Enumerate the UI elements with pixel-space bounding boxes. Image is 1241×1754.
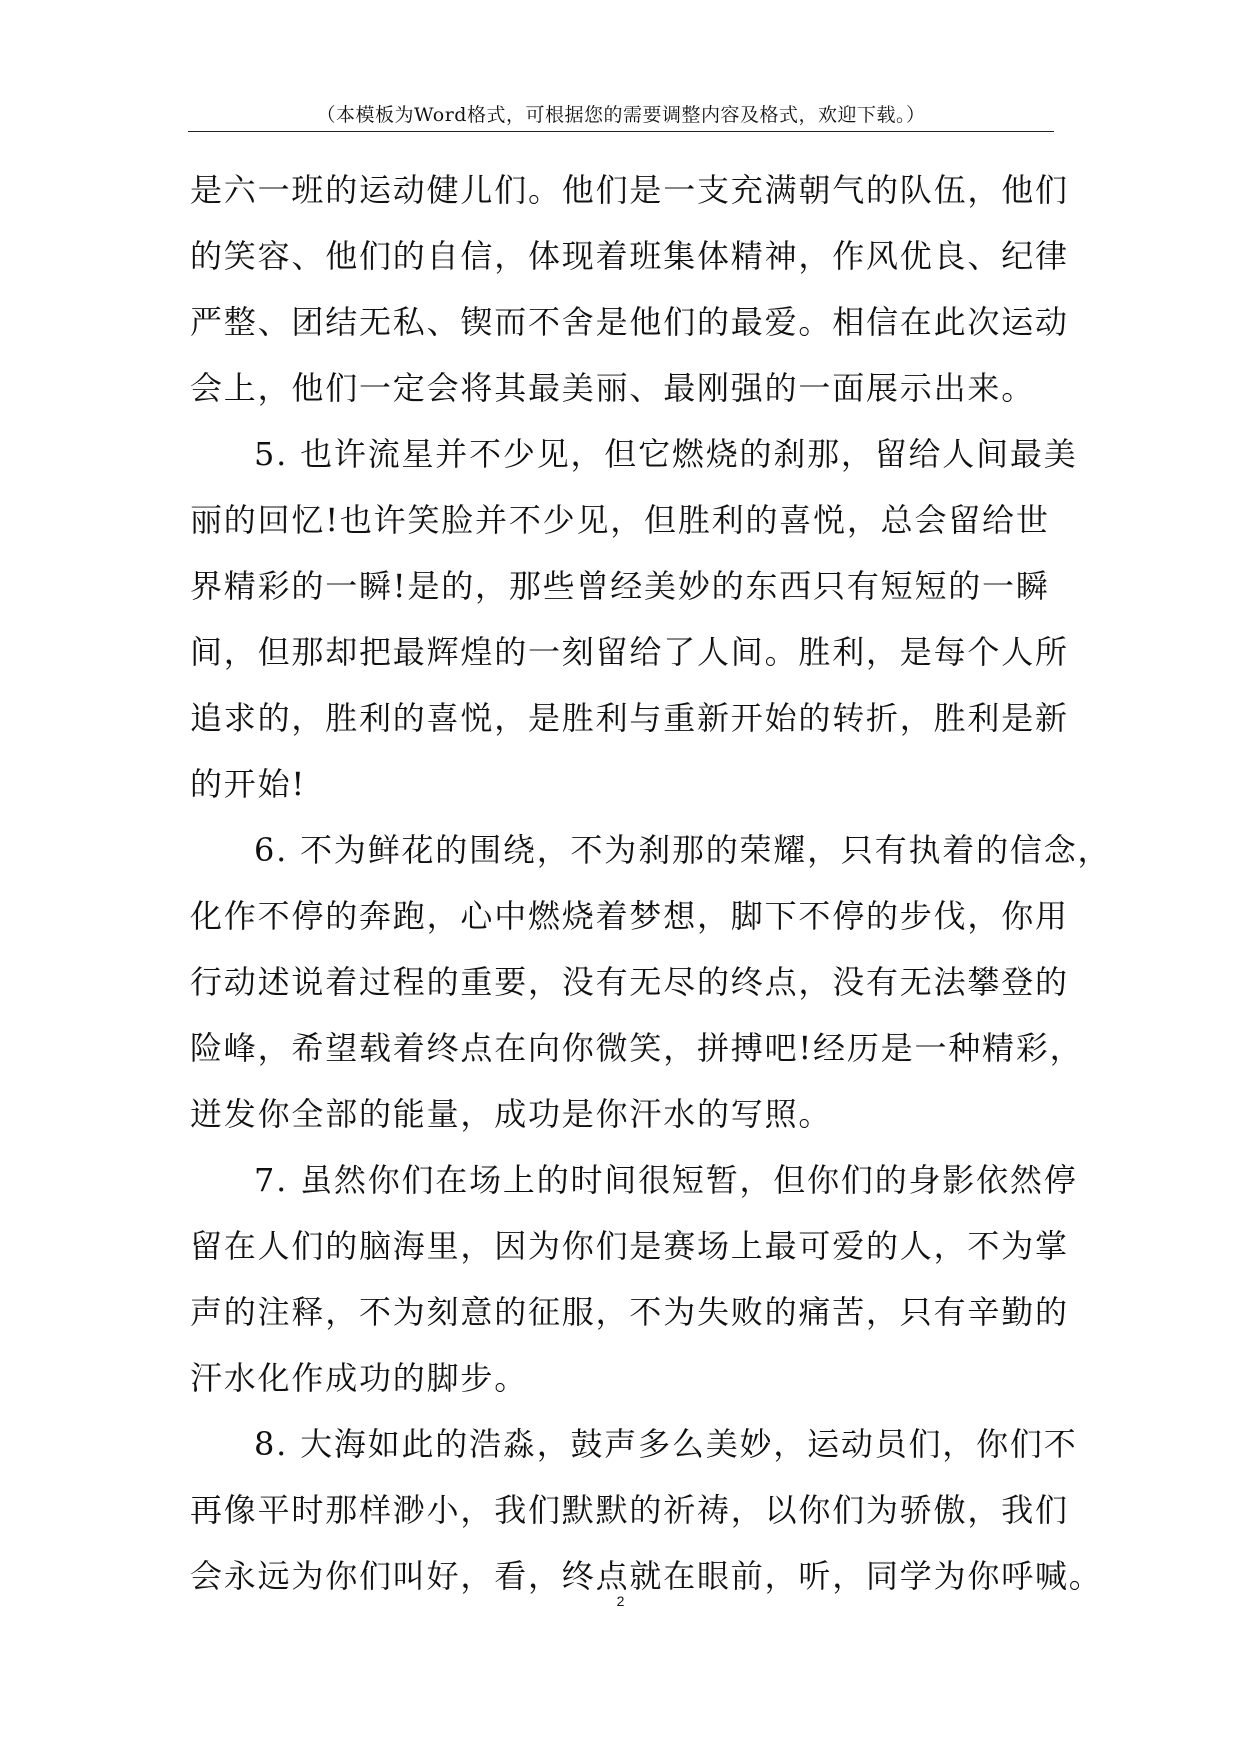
text-line: 险峰，希望载着终点在向你微笑，拼搏吧!经历是一种精彩，	[190, 1029, 1084, 1067]
text-line: 行动述说着过程的重要，没有无尽的终点，没有无法攀登的	[190, 963, 1069, 1001]
paragraph-7-start: 7. 虽然你们在场上的时间很短暂，但你们的身影依然停	[254, 1161, 1078, 1199]
paragraph-8-start: 8. 大海如此的浩淼，鼓声多么美妙，运动员们，你们不	[254, 1425, 1078, 1463]
text-line: 化作不停的奔跑，心中燃烧着梦想，脚下不停的步伐，你用	[190, 897, 1069, 935]
text-line: 丽的回忆!也许笑脸并不少见，但胜利的喜悦，总会留给世	[190, 501, 1050, 539]
text-line: 会永远为你们叫好，看，终点就在眼前，听，同学为你呼喊。	[190, 1557, 1103, 1595]
paragraph-5-start: 5. 也许流星并不少见，但它燃烧的刹那，留给人间最美	[254, 435, 1078, 473]
text-line: 汗水化作成功的脚步。	[190, 1359, 529, 1397]
text-line: 是六一班的运动健儿们。他们是一支充满朝气的队伍，他们	[190, 171, 1069, 209]
paragraph-6-start: 6. 不为鲜花的围绕，不为刹那的荣耀，只有执着的信念，	[254, 831, 1112, 869]
text-line: 严整、团结无私、锲而不舍是他们的最爱。相信在此次运动	[190, 303, 1069, 341]
page-number: 2	[616, 1593, 625, 1609]
text-line: 追求的，胜利的喜悦，是胜利与重新开始的转折，胜利是新	[190, 699, 1069, 737]
text-line: 界精彩的一瞬!是的，那些曾经美妙的东西只有短短的一瞬	[190, 567, 1050, 605]
text-line: 间，但那却把最辉煌的一刻留给了人间。胜利，是每个人所	[190, 633, 1069, 671]
text-line: 迸发你全部的能量，成功是你汗水的写照。	[190, 1095, 833, 1133]
text-line: 的开始!	[190, 765, 307, 803]
document-body	[190, 157, 1112, 1609]
template-notice: （本模板为Word格式，可根据您的需要调整内容及格式，欢迎下载。）	[316, 104, 926, 126]
header-divider	[188, 131, 1054, 132]
text-line: 的笑容、他们的自信，体现着班集体精神，作风优良、纪律	[190, 237, 1069, 275]
text-line: 留在人们的脑海里，因为你们是赛场上最可爱的人，不为掌	[190, 1227, 1069, 1265]
text-line: 再像平时那样渺小，我们默默的祈祷，以你们为骄傲，我们	[190, 1491, 1069, 1529]
text-line: 会上，他们一定会将其最美丽、最刚强的一面展示出来。	[190, 369, 1036, 407]
text-line: 声的注释，不为刻意的征服，不为失败的痛苦，只有辛勤的	[190, 1293, 1069, 1331]
